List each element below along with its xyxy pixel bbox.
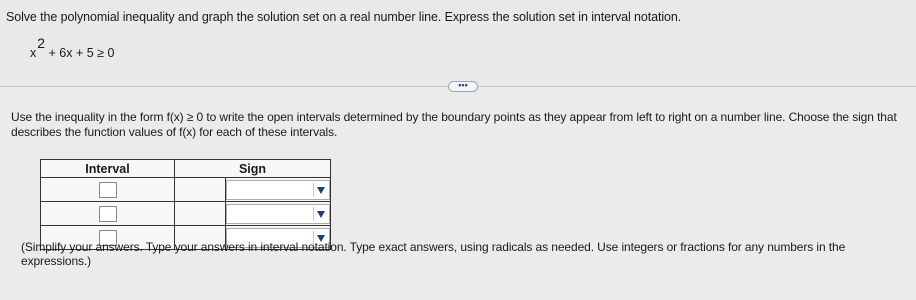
inequality-expression [30, 35, 115, 60]
inequality-base: x [30, 46, 37, 60]
interval-header: Interval [41, 160, 175, 178]
table-row [41, 178, 331, 202]
expand-more-button[interactable]: ••• [448, 81, 478, 92]
interval-answer-box-2[interactable] [99, 206, 117, 222]
question-prompt: Solve the polynomial inequality and graph the solution set on a real number line. Express the solution set in interval notation. [6, 10, 682, 24]
question-pane [0, 0, 916, 92]
inequality-exponent: 2 [37, 35, 46, 51]
answer-format-note: (Simplify your answers. Type your answers in interval notation. Type exact answers, using radicals as needed. Use integers or fractions for any numbers in the expressions.) [21, 240, 846, 268]
inequality-rest: + 6x + 5 ≥ 0 [45, 46, 115, 60]
sign-dropdown-2[interactable] [226, 204, 330, 224]
interval-answer-box-1[interactable] [99, 182, 117, 198]
sign-chart-table [40, 159, 331, 250]
instructions-text: Use the inequality in the form f(x) ≥ 0 to write the open intervals determined by the boundary points as they appear from left to right on a number line. Choose the sign that describes the function values of f(x) for each of these intervals. [11, 110, 897, 139]
dropdown-arrow-icon[interactable] [313, 183, 327, 197]
table-row [41, 202, 331, 226]
sign-dropdown-1[interactable] [226, 180, 330, 200]
dropdown-arrow-icon[interactable] [313, 207, 327, 221]
table-header-row [41, 160, 331, 178]
sign-header: Sign [175, 160, 331, 178]
